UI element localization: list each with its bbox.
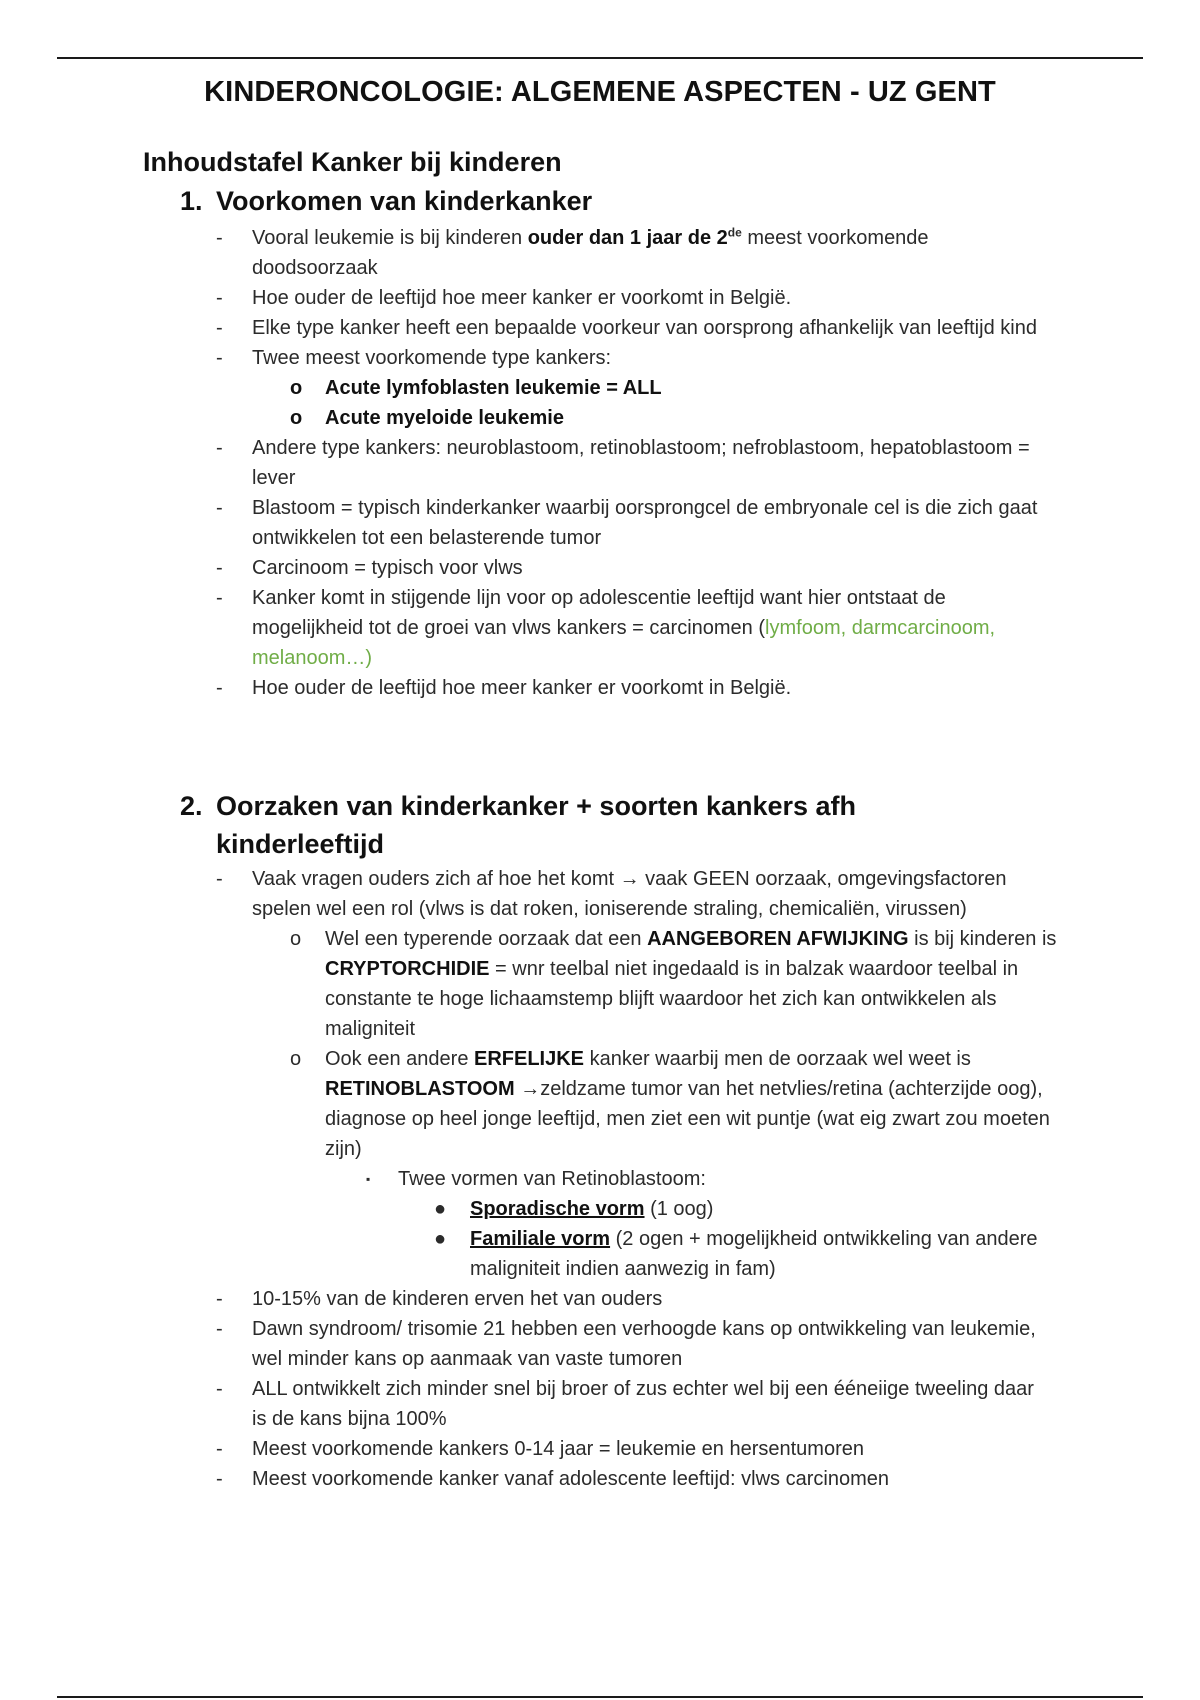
section-2-list <box>0 864 1200 1494</box>
bullet-dash: - <box>216 868 223 890</box>
list-item: - ALL ontwikkelt zich minder snel bij broer of zus echter wel bij een ééneiige tweeling daar is de kans bijna 100% <box>252 1374 1052 1434</box>
dot-bullet-icon: ● <box>434 1198 447 1220</box>
sub-list-item: o Acute myeloide leukemie <box>325 403 1060 433</box>
dot-bullet-icon: ● <box>434 1228 447 1250</box>
list-item: - Hoe ouder de leeftijd hoe meer kanker er voorkomt in België. <box>252 673 1052 703</box>
page-title: KINDERONCOLOGIE: ALGEMENE ASPECTEN - UZ GENT <box>204 76 996 108</box>
section-1-heading <box>180 182 940 220</box>
bullet-dash: - <box>216 227 223 249</box>
list-item: - Andere type kankers: neuroblastoom, retinoblastoom; nefroblastoom, hepatoblastoom = lever <box>252 433 1052 493</box>
list-item: - 10-15% van de kinderen erven het van ouders <box>252 1284 1052 1314</box>
bullet-dash: - <box>216 1468 223 1490</box>
section-1-title: Voorkomen van kinderkanker <box>216 186 593 216</box>
bullet-dash: - <box>216 437 223 459</box>
section-2-heading <box>180 787 940 863</box>
bullet-o: o <box>290 377 303 399</box>
dot-list-item: ● Sporadische vorm (1 oog) <box>470 1194 1060 1224</box>
list-item: - Carcinoom = typisch voor vlws <box>252 553 1052 583</box>
bullet-o: o <box>290 928 302 950</box>
top-rule <box>57 57 1143 59</box>
sub-list-item: o Wel een typerende oorzaak dat een AANGEBOREN AFWIJKING is bij kinderen is CRYPTORCHIDIE = wnr teelbal niet ingedaald is in balzak waardoor teelbal in constante te hoge lichaamstemp blijft waardoor het zich kan ontwikkelen als maligniteit <box>325 924 1060 1044</box>
list-item: - Elke type kanker heeft een bepaalde voorkeur van oorsprong afhankelijk van leeftijd kind <box>252 313 1052 343</box>
bullet-dash: - <box>216 1288 223 1310</box>
list-item: - Blastoom = typisch kinderkanker waarbij oorsprongcel de embryonale cel is die zich gaat ontwikkelen tot een belasterende tumor <box>252 493 1052 553</box>
bullet-dash: - <box>216 1318 223 1340</box>
list-item: - Hoe ouder de leeftijd hoe meer kanker er voorkomt in België. <box>252 283 1052 313</box>
bullet-dash: - <box>216 1438 223 1460</box>
square-bullet-icon: ▪ <box>366 1172 371 1186</box>
green-note: lymfoom, darmcarcinoom, melanoom…) <box>252 617 996 669</box>
bullet-dash: - <box>216 347 223 369</box>
sub-list-item: o Ook een andere ERFELIJKE kanker waarbij men de oorzaak wel weet is RETINOBLASTOOM →zeldzame tumor van het netvlies/retina (achterzijde oog), diagnose op heel jonge leeftijd, men ziet een wit puntje (wat eig zwart zou moeten zijn) <box>325 1044 1060 1164</box>
list-item: - Meest voorkomende kankers 0-14 jaar = leukemie en hersentumoren <box>252 1434 1052 1464</box>
bullet-o: o <box>290 1048 302 1070</box>
list-item: - Twee meest voorkomende type kankers: <box>252 343 1052 373</box>
bullet-dash: - <box>216 317 223 339</box>
section-2-title: Oorzaken van kinderkanker + soorten kankers afh kinderleeftijd <box>216 791 857 859</box>
bullet-dash: - <box>216 287 223 309</box>
toc-title: Inhoudstafel Kanker bij kinderen <box>143 147 562 177</box>
bullet-dash: - <box>216 497 223 519</box>
sub-list-item: o Acute lymfoblasten leukemie = ALL <box>325 373 1060 403</box>
bottom-rule <box>57 1696 1143 1698</box>
bullet-dash: - <box>216 677 223 699</box>
list-item: - Kanker komt in stijgende lijn voor op adolescentie leeftijd want hier ontstaat de mogelijkheid tot de groei van vlws kankers = carcinomen (lymfoom, darmcarcinoom, melanoom…) <box>252 583 1052 673</box>
list-item: - Dawn syndroom/ trisomie 21 hebben een verhoogde kans op ontwikkeling van leukemie, wel minder kans op aanmaak van vaste tumoren <box>252 1314 1052 1374</box>
bullet-dash: - <box>216 1378 223 1400</box>
section-1-list <box>0 223 1200 703</box>
section-1-number: 1. <box>180 186 203 216</box>
bullet-o: o <box>290 407 303 429</box>
list-item: - Meest voorkomende kanker vanaf adolescente leeftijd: vlws carcinomen <box>252 1464 1052 1494</box>
dot-list-item: ● Familiale vorm (2 ogen + mogelijkheid ontwikkeling van andere maligniteit indien aanwezig in fam) <box>470 1224 1060 1284</box>
list-item: - Vaak vragen ouders zich af hoe het komt → vaak GEEN oorzaak, omgevingsfactoren spelen wel een rol (vlws is dat roken, ioniserende straling, chemicaliën, virussen) <box>252 864 1052 924</box>
sub-sub-list-item: ▪ Twee vormen van Retinoblastoom: <box>398 1164 1058 1194</box>
section-2-number: 2. <box>180 791 203 821</box>
bullet-dash: - <box>216 557 223 579</box>
bullet-dash: - <box>216 587 223 609</box>
list-item: - Vooral leukemie is bij kinderen ouder dan 1 jaar de 2de meest voorkomende doodsoorzaak <box>252 223 1052 283</box>
